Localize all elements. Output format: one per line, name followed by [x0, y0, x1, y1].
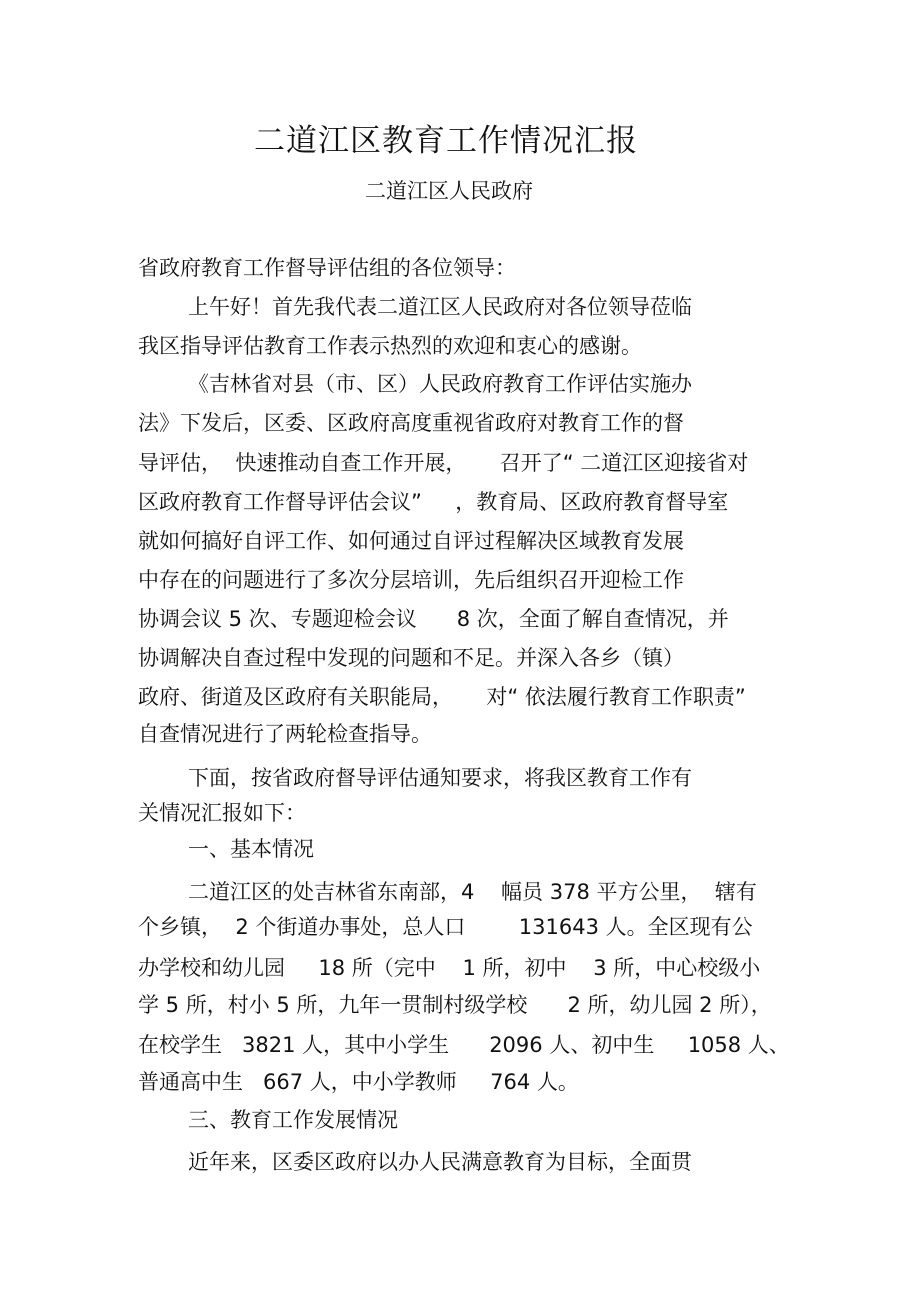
- paragraph-line: 《吉林省对县（市、区）人民政府教育工作评估实施办: [188, 372, 692, 396]
- paragraph-line: 政府、街道及区政府有关职能局， 对“ 依法履行教育工作职责”: [138, 685, 746, 709]
- paragraph-line: 上午好！首先我代表二道江区人民政府对各位领导莅临: [188, 295, 692, 319]
- section-heading: 一、基本情况: [188, 837, 314, 861]
- paragraph-line: 学 5 所，村小 5 所，九年一贯制村级学校 2 所，幼儿园 2 所），: [138, 993, 772, 1017]
- paragraph-line: 我区指导评估教育工作表示热烈的欢迎和衷心的感谢。: [138, 334, 642, 358]
- paragraph-line: 中存在的问题进行了多次分层培训，先后组织召开迎检工作: [138, 568, 684, 592]
- document-subtitle: 二道江区人民政府: [365, 179, 533, 203]
- paragraph-line: 导评估， 快速推动自查工作开展， 召开了“ 二道江区迎接省对: [138, 451, 749, 475]
- paragraph-line: 办学校和幼儿园 18 所（完中 1 所，初中 3 所，中心校级小: [138, 956, 761, 980]
- salutation-line: 省政府教育工作督导评估组的各位领导：: [138, 256, 516, 280]
- paragraph-line: 自查情况进行了两轮检查指导。: [138, 722, 432, 746]
- paragraph-line: 下面，按省政府督导评估通知要求，将我区教育工作有: [188, 766, 692, 790]
- paragraph-line: 在校学生 3821 人，其中小学生 2096 人、初中生 1058 人、: [138, 1033, 790, 1057]
- paragraph-line: 关情况汇报如下：: [138, 801, 306, 825]
- paragraph-line: 法》下发后，区委、区政府高度重视省政府对教育工作的督: [138, 411, 684, 435]
- paragraph-line: 就如何搞好自评工作、如何通过自评过程解决区域教育发展: [138, 529, 684, 553]
- paragraph-line: 个乡镇， 2 个街道办事处，总人口 131643 人。全区现有公: [138, 915, 753, 939]
- section-heading: 三、教育工作发展情况: [188, 1108, 398, 1132]
- paragraph-line: 协调解决自查过程中发现的问题和不足。并深入各乡（镇）: [138, 646, 684, 670]
- document-title: 二道江区教育工作情况汇报: [254, 123, 638, 159]
- paragraph-line: 区政府教育工作督导评估会议” ，教育局、区政府教育督导室: [138, 490, 729, 514]
- paragraph-line: 协调会议 5 次、专题迎检会议 8 次，全面了解自查情况，并: [138, 607, 729, 631]
- paragraph-line: 普通高中生 667 人，中小学教师 764 人。: [138, 1070, 579, 1094]
- paragraph-line: 二道江区的处吉林省东南部，4 幅员 378 平方公里， 辖有: [188, 880, 757, 904]
- paragraph-line: 近年来，区委区政府以办人民满意教育为目标，全面贯: [188, 1150, 692, 1174]
